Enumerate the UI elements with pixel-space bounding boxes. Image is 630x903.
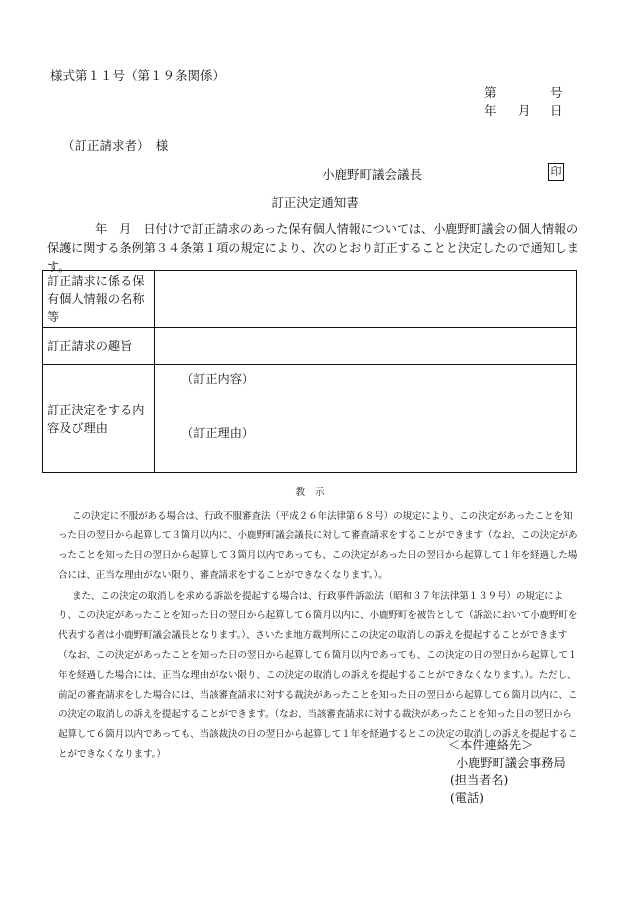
notice-paragraph-2: また、この決定の取消しを求める訴訟を提起する場合は、行政事件訴訟法（昭和３７年法律第１３９号）の規定により、この決定があったことを知った日の翌日から起算して６箇月以内に、小鹿野町を被告として（訴訟において小鹿野町を代表する者は小鹿野町議会議長となります。）、さいたま地方裁判所にこの決定の取消しの訴えを提起することができます（なお、この決定があったことを知った日の翌日から起算して６箇月以内であっても、この決定の日の翌日から起算して１年を経過した場合には、正当な理由がない限り、この決定の取消しの訴えを提起することができなくなります。）。ただし、前記の審査請求をした場合には、当該審査請求に対する裁決があったことを知った日の翌日から起算して６箇月以内に、この決定の取消しの訴えを提起することができます。（なお、当該審査請求に対する裁決があったことを知った日の翌日から起算して６箇月以内であっても、当該裁決の日の翌日から起算して１年を経過するとこの決定の取消しの訴えを提起することができなくなります。）: [58, 590, 578, 760]
correction-content-label: （訂正内容）: [181, 372, 255, 386]
date-day: 日: [550, 103, 563, 118]
document-title: 訂正決定通知書: [271, 195, 359, 210]
sender-name: 小鹿野町議会議長: [322, 167, 423, 182]
date-month: 月: [518, 103, 531, 118]
row-label-decision: 訂正決定をする内容及び理由: [43, 365, 155, 473]
date-year: 年: [484, 103, 497, 118]
number-suffix: 号: [550, 85, 563, 100]
row-value-decision: [155, 365, 577, 473]
table-row: [43, 271, 577, 328]
contact-office: 小鹿野町議会事務局: [456, 755, 566, 770]
row-label-info-name: 訂正請求に係る保有個人情報の名称等: [43, 271, 155, 328]
contact-phone: (電話): [450, 790, 484, 805]
form-number: 様式第１１号（第１９条関係）: [50, 68, 226, 83]
seal-mark: 印: [548, 163, 564, 181]
notice-paragraph-1: この決定に不服がある場合は、行政不服審査法（平成２６年法律第６８号）の規定により、この決定があったことを知った日の翌日から起算して３箇月以内に、小鹿野町議会議長に対して審査請求をすることができます（なお、この決定があったことを知った日の翌日から起算して３箇月以内であっても、この決定があった日の翌日から起算して１年を経過した場合には、正当な理由がない限り、審査請求をすることができなくなります。）。: [58, 510, 578, 581]
contact-person: (担当者名): [450, 773, 509, 787]
table-row: [43, 365, 577, 473]
row-value-request-purpose: [155, 328, 577, 365]
table-row: [43, 328, 577, 365]
correction-reason-label: （訂正理由）: [181, 426, 255, 440]
notice-title: 教示: [295, 487, 335, 498]
addressee: （訂正請求者） 様: [62, 138, 169, 153]
body-text: 年 月 日付けで訂正請求のあった保有個人情報については、小鹿野町議会の個人情報の保護に関する条例第３４条第１項の規定により、次のとおり訂正することと決定したので通知します。: [47, 222, 579, 274]
contact-block: [448, 737, 566, 807]
row-label-request-purpose: 訂正請求の趣旨: [43, 328, 155, 365]
detail-table: [42, 270, 577, 473]
contact-heading: ＜本件連絡先＞: [448, 738, 534, 752]
number-prefix: 第: [484, 85, 497, 100]
row-value-info-name: [155, 271, 577, 328]
